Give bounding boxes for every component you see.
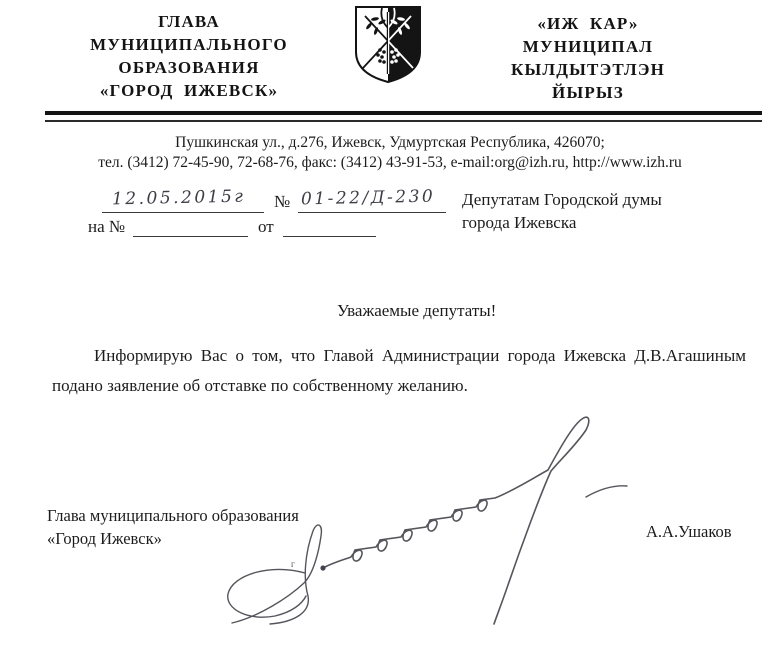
org-title-line: ГЛАВА: [158, 12, 220, 31]
izhevsk-coat-of-arms-icon: [349, 2, 427, 86]
org-title-line: ОБРАЗОВАНИЯ: [118, 58, 260, 77]
signer-position-line-1: Глава муниципального образования: [47, 506, 299, 525]
addressee-line-2: города Ижевска: [462, 213, 577, 232]
letterhead-address: [37, 133, 743, 173]
ink-blot: [320, 565, 325, 570]
signer-name: А.А.Ушаков: [646, 522, 732, 541]
number-label: №: [274, 192, 291, 211]
salutation: Уважаемые депутаты!: [337, 301, 497, 320]
reply-from-label: от: [258, 217, 274, 236]
handwritten-date: 12.05.2015г: [111, 186, 246, 210]
org-title-line: ЙЫРЫЗ: [552, 83, 624, 102]
number-blank-line: [298, 212, 446, 213]
signer-position-line-2: «Город Ижевск»: [47, 529, 162, 548]
org-title-line: «ГОРОД ИЖЕВСК»: [99, 81, 279, 100]
reply-date-blank-line: [283, 236, 376, 237]
addressee-block: [462, 188, 722, 234]
org-title-line: КЫЛДЫТЭТЛЭН: [510, 60, 666, 79]
address-line-2: тел. (3412) 72-45-90, 72-68-76, факс: (3412) 43-91-53, e-mail:org@izh.ru, http://www.izh.ru: [98, 154, 682, 171]
stray-mark: г: [291, 559, 295, 569]
addressee-line-1: Депутатам Городской думы: [462, 190, 662, 209]
reply-to-label: на №: [88, 217, 126, 236]
body-paragraph: Информирую Вас о том, что Главой Администрации города Ижевска Д.В.Агашиным подано заявление об отставке по собственному желанию.: [52, 346, 746, 395]
divider-rule-thick: [45, 111, 762, 115]
divider-rule-thin: [45, 120, 762, 122]
date-blank-line: [102, 212, 264, 213]
org-title-line: МУНИЦИПАЛЬНОГО: [90, 35, 288, 54]
reply-number-blank-line: [133, 236, 248, 237]
address-line-1: Пушкинская ул., д.276, Ижевск, Удмуртская Республика, 426070;: [175, 134, 605, 151]
letterhead-left-title: [63, 10, 315, 102]
org-title-line: МУНИЦИПАЛ: [522, 37, 654, 56]
handwritten-signature: [215, 405, 635, 658]
org-title-line: «ИЖ КАР»: [537, 14, 639, 33]
handwritten-number: 01-22/Д-230: [300, 186, 436, 210]
letterhead-right-title: [468, 12, 708, 104]
